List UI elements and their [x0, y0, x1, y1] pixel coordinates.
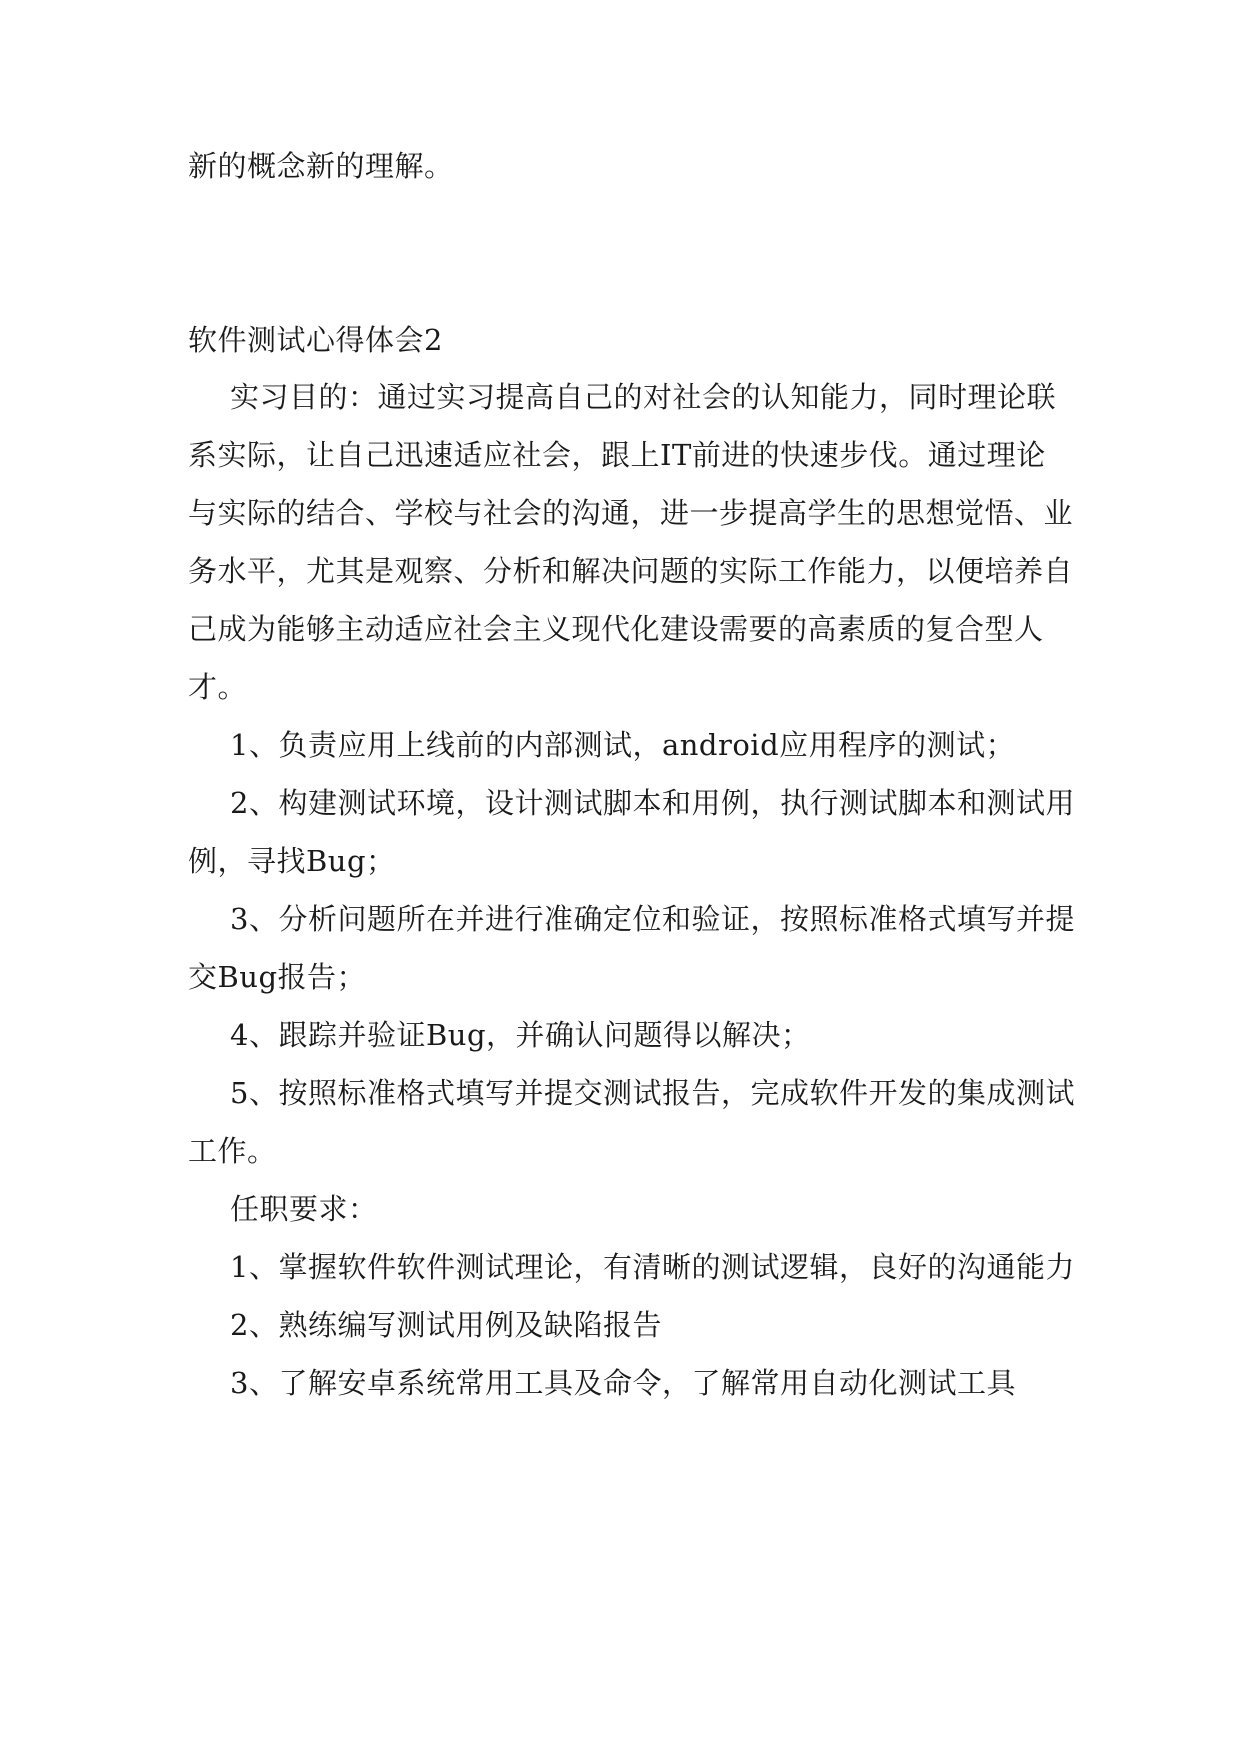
requirements-heading: 任职要求： — [230, 1192, 378, 1226]
duty-line: 工作。 — [188, 1134, 277, 1168]
purpose-line: 与实际的结合、学校与社会的沟通，进一步提高学生的思想觉悟、业 — [188, 496, 1074, 530]
purpose-line: 才。 — [188, 670, 248, 704]
requirement-line: 1、掌握软件软件测试理论，有清晰的测试逻辑，良好的沟通能力 — [230, 1250, 1075, 1284]
purpose-line: 实习目的：通过实习提高自己的对社会的认知能力，同时理论联 — [230, 380, 1057, 414]
duty-line: 2、构建测试环境，设计测试脚本和用例，执行测试脚本和测试用 — [230, 786, 1075, 820]
purpose-line: 务水平，尤其是观察、分析和解决问题的实际工作能力，以便培养自 — [188, 554, 1074, 588]
duty-line: 例，寻找Bug； — [188, 844, 396, 878]
purpose-line: 己成为能够主动适应社会主义现代化建设需要的高素质的复合型人 — [188, 612, 1044, 646]
duty-line: 3、分析问题所在并进行准确定位和验证，按照标准格式填写并提 — [230, 902, 1075, 936]
requirement-line: 2、熟练编写测试用例及缺陷报告 — [230, 1308, 662, 1342]
duty-line: 5、按照标准格式填写并提交测试报告，完成软件开发的集成测试 — [230, 1076, 1075, 1110]
section-title: 软件测试心得体会2 — [188, 323, 443, 357]
duty-line: 交Bug报告； — [188, 960, 367, 994]
duty-line: 4、跟踪并验证Bug，并确认问题得以解决； — [230, 1018, 811, 1052]
requirement-line: 3、了解安卓系统常用工具及命令，了解常用自动化测试工具 — [230, 1366, 1016, 1400]
purpose-line: 系实际，让自己迅速适应社会，跟上IT前进的快速步伐。通过理论 — [188, 438, 1046, 472]
duty-line: 1、负责应用上线前的内部测试，android应用程序的测试； — [230, 728, 1016, 762]
intro-fragment: 新的概念新的理解。 — [188, 149, 454, 183]
